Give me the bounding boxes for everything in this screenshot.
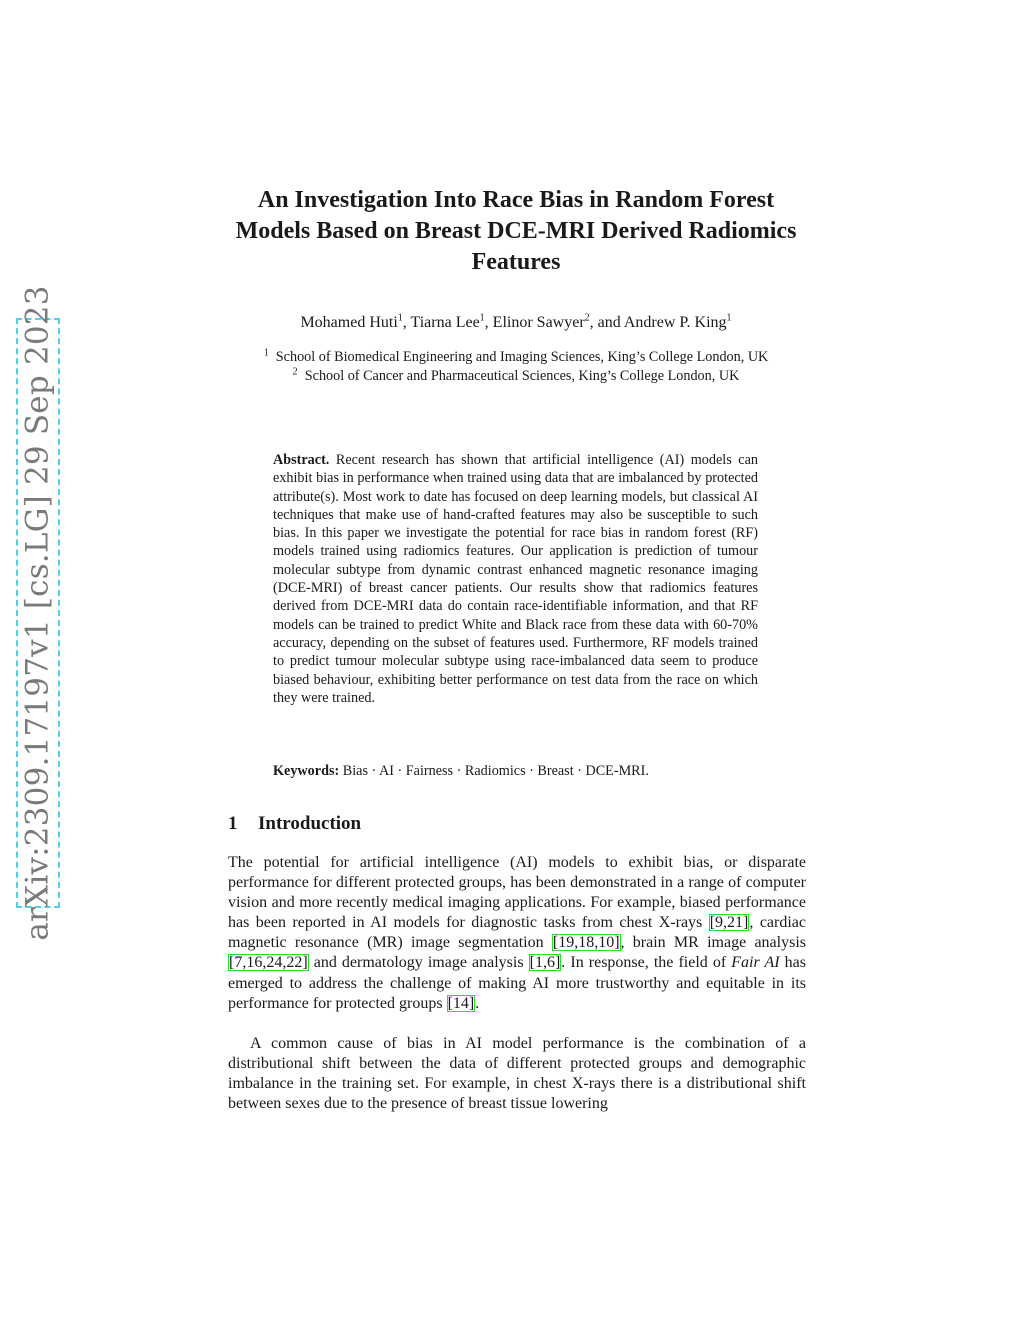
author: Tiarna Lee$^1$, [410, 312, 493, 331]
affiliation: $^1$ School of Biomedical Engineering and Imaging Sciences, King’s College London, UK [263, 347, 769, 365]
citation-link[interactable]: [19,18,10] [552, 934, 620, 952]
arxiv-id: arXiv:2309.17197v1 [cs.LG] 29 Sep 2023 [20, 285, 57, 941]
keywords-label: Keywords: [273, 763, 340, 779]
author: Andrew P. King$^1$ [623, 312, 732, 331]
keywords [273, 762, 758, 780]
citation-link[interactable]: [14] [447, 994, 475, 1012]
abstract [273, 451, 758, 707]
citation-link[interactable]: [7,16,24,22] [229, 954, 308, 972]
section-number: 1 [228, 813, 238, 834]
abstract-text: Recent research has shown that artificial intelligence (AI) models can exhibit bias in performance when trained using data that are imbalanced by protected attribute(s). Most work to date has focused on deep learning models, but classical AI techniques that make use of hand-crafted features may also be susceptible to such bias. In this paper we investigate the potential for race bias in random forest (RF) models trained using radiomics features. Our application is prediction of tumour molecular subtype from dynamic contrast enhanced magnetic resonance imaging (DCE-MRI) of breast cancer patients. Our results show that radiomics features derived from DCE-MRI data do contain race-identifiable information, and that RF models can be trained to predict White and Black race from these data with 60-70% accuracy, depending on the subset of features used. Furthermore, RF models trained to predict tumour molecular subtype using race-imbalanced data seem to produce biased behaviour, exhibiting better performance on test data from the race on which they were trained. [273, 452, 758, 706]
section-title: Introduction [258, 813, 362, 834]
arxiv-stamp [16, 285, 60, 941]
paper-title: An Investigation Into Race Bias in Random Forest Models Based on Breast DCE-MRI Derived Radiomics Features [235, 187, 797, 275]
citation-link[interactable]: [1,6] [529, 954, 561, 972]
affiliation-list [230, 348, 802, 385]
author: Elinor Sawyer$^2$, and [492, 312, 624, 331]
citation-link[interactable]: [9,21] [709, 914, 749, 932]
emphasis-fair-ai: Fair AI [731, 954, 780, 972]
intro-paragraph-1: The potential for artificial intelligence (AI) models to exhibit bias, or disparate performance for different protected groups, has been demonstrated in a range of computer vision and more recently medical imaging applications. For example, biased performance has been reported in AI models for diagnostic tasks from chest X-rays [9,21], cardiac magnetic resonance (MR) image segmentation [19,18,10], brain MR image analysis [7,16,24,22] and dermatology image analysis [1,6]. In response, the field of Fair AI has emerged to address the challenge of making AI more trustworthy and equitable in its performance for protected groups [14]. [228, 854, 807, 1012]
abstract-label: Abstract. [273, 452, 330, 468]
intro-paragraph-2: A common cause of bias in AI model performance is the combination of a distributional shift between the data of different protected groups and demographic imbalance in the training set. For example, in chest X-rays there is a distributional shift between sexes due to the presence of breast tissue lowering [228, 1035, 806, 1113]
author-list [230, 312, 802, 334]
section-heading [228, 812, 361, 836]
keywords-text: Bias · AI · Fairness · Radiomics · Breast · DCE-MRI. [342, 763, 649, 779]
author: Mohamed Huti$^1$, [300, 312, 411, 331]
affiliation: $^2$ School of Cancer and Pharmaceutical Sciences, King’s College London, UK [292, 365, 740, 384]
